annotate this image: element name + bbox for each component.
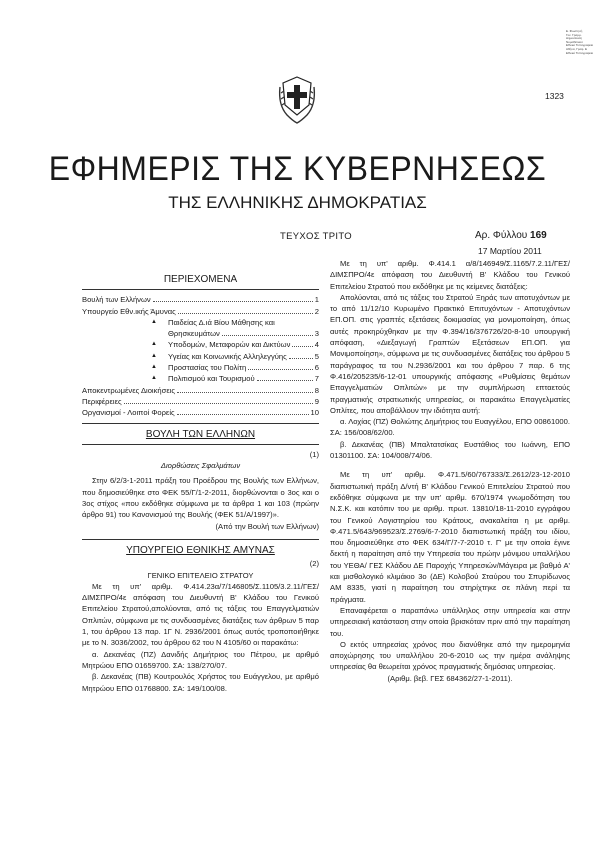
issue-value: 169 (530, 230, 547, 241)
toc-entry-page: 10 (310, 408, 319, 418)
paragraph: Απολύονται, από τις τάξεις του Στρατού Ξηράς των αποτυχόντων με το από 11/12/10 Κυρωμένο Πρακτικό Επιτυχόντων - Αποτυχόντων ΕΠ.ΟΠ. στις γραπτές εξετάσεις δοκιμασίας για μονιμοποίηση, όπως αυτές προκηρύχθηκαν με την Φ.394/16/376726/20-8-10 υπουργική απόφαση, «Διεξαγωγή Γραπτών Εξετάσεων ΕΠ.ΟΠ. για Μονιμοποίηση», σύμφωνα με τις συνδυασμένες διατάξεις του άρθρου 5 παράγραφος τα του Ν.2936/2001 και του άρθρου 7 παρ. 6 της Φ.416/205235/6-12-01 υπουργικής απόφασης «Ρυθμίσεις θεμάτων Επαγγελματιών Οπλιτών» με την συμπλήρωση επταετούς πραγματικής στρατιωτικής υπηρεσίας, οι παρακάτω Επαγγελματίες Οπλίτες, που αποβάλλουν την ιδιότητα αυτή: (330, 292, 570, 415)
list-item: α. Λοχίας (ΠΖ) Θολιώτης Δημήτριος του Ευαγγέλου, ΕΠΟ 00861000. ΣΑ: 156/008/62/00. (330, 417, 570, 438)
toc-entry[interactable] (82, 373, 319, 384)
section-body: Με τη υπ' αριθμ. Φ.414.23α/7/146805/Σ.1105/3.2.11/ΓΕΣ/ΔΙΜΣΠΡΟ/4ε απόφαση του Διευθυντή Β' Κλάδου του Γενικού Επιτελείου Στρατού,απολύονται, από τις τάξεις του Επαγγελματιών Οπλιτών, σύμφωνα με τις συνδυασμένες διατάξεις των άρθρων 5 παρ 1, του άρθρου 13 παρ. 1Γ Ν. 2936/2001 όπως αυτός τροποποιήθηκε με το Ν. 3036/2002, του άρθρου 62 του Ν 4105/60 οι παρακάτω: (82, 581, 319, 648)
toc-entry-label: Υπουργείο Εθν.ικής Άμυνας (82, 306, 176, 316)
section-subtitle: ΓΕΝΙΚΟ ΕΠΙΤΕΛΕΙΟ ΣΤΡΑΤΟΥ (147, 570, 254, 580)
toc-heading: ΠΕΡΙΕΧΟΜΕΝΑ (163, 274, 238, 285)
toc-entry-label: Προστασίας του Πολίτη (168, 363, 247, 373)
corner-line: Δημοσίευση (566, 36, 583, 41)
toc-entry[interactable] (82, 351, 319, 362)
section-number: (1) (309, 449, 319, 459)
list-item: β. Δεκανέας (ΠΒ) Μπαλτατσίκας Ευστάθιος του Ιωάννη, ΕΠΟ 01301100. ΣΑ: 104/008/74/06. (330, 439, 570, 461)
toc-entry-page: 1 (314, 295, 319, 305)
corner-line: Εθνικό Τυπογραφείο (566, 50, 594, 55)
toc-entry-label: Πολιτισμού και Τουρισμού (168, 374, 255, 384)
toc-entry[interactable] (82, 385, 319, 396)
toc-entry[interactable] (82, 328, 319, 339)
list-item: α. Δεκανέας (ΠΖ) Δανιδής Δημήτριος του Πέτρου, με αριθμό Μητρώου ΕΠΟ 01659700. ΣΑ: 138/270/07. (82, 649, 319, 670)
toc-entry-page: 9 (314, 396, 319, 406)
bullet-icon: ▲ (151, 364, 157, 371)
gazette-subtitle: ΤΗΣ ΕΛΛΗΝΙΚΗΣ ΔΗΜΟΚΡΑΤΙΑΣ (168, 193, 427, 212)
toc-entry[interactable] (82, 317, 319, 328)
section-number: (2) (309, 559, 319, 569)
toc-entry-label: Υγείας και Κοινωνικής Αλληλεγγύης (168, 351, 287, 361)
section-subtitle: Διορθώσεις Σφαλμάτων (160, 461, 241, 471)
section-title: ΒΟΥΛΗ ΤΩΝ ΕΛΛΗΝΩΝ (145, 428, 256, 440)
greek-coat-of-arms-icon (277, 75, 317, 127)
corner-line: Ε. Φωστηνή (566, 29, 583, 33)
left-column (82, 271, 319, 694)
toc-entry-label: Υποδομών, Μεταφορών και Δικτύων (168, 340, 291, 350)
reference-note: (Αριθμ. βεβ. ΓΕΣ 684362/27-1-2011). (387, 673, 513, 683)
bullet-icon: ▲ (151, 341, 157, 348)
toc-entry-page: 2 (314, 306, 319, 316)
series-label: ΤΕΥΧΟΣ ΤΡΙΤΟ (280, 231, 352, 242)
toc-entry-label: Αποκεντρωμένες Διοικήσεις (82, 385, 176, 395)
section-signature: (Από την Βουλή των Ελλήνων) (215, 521, 319, 531)
section-body: Στην 6/2/3-1-2011 πράξη του Προέδρου της Βουλής των Ελλήνων, που δημοσιεύθηκε στο ΦΕΚ 55/Γ/1-2-2011, διορθώνονται ο 3ος και ο 3ος στίχος «που εκδόθηκε σύμφωνα με τα άρθρα 1 και 103 (πρώην άρθρο 91) του Κανονισμού της Βουλής (ΦΕΚ 51/Α/1997)». (82, 476, 319, 520)
corner-line: Αθήνα, Γραφ. Ε (566, 46, 587, 51)
paragraph: Με τη υπ' αριθμ. Φ.414.1 α/8/146949/Σ.1165/7.2.11/ΓΕΣ/ΔΙΜΣΠΡΟ/4ε απόφαση του Διευθυντή Β' Κλάδου του Γενικού Επιτελείου Στρατού που εκδόθηκε με τις κείμενες διατάξεις: (330, 259, 570, 291)
toc-entry-page: 8 (314, 385, 319, 395)
corner-line: Εθνικό Τυπογραφείο (566, 43, 594, 48)
toc-entry[interactable] (82, 339, 319, 350)
toc-entry[interactable] (82, 396, 319, 407)
toc-entry[interactable] (82, 294, 319, 305)
toc-entry-page: 3 (314, 329, 319, 339)
section-title: ΥΠΟΥΡΓΕΙΟ ΕΘΝΙΚΗΣ ΑΜΥΝΑΣ (126, 544, 275, 556)
issue-date: 17 Μαρτίου 2011 (478, 246, 542, 256)
corner-line: Νομοθετικού (566, 39, 583, 44)
divider (82, 444, 319, 445)
issue-label: Αρ. Φύλλου (475, 230, 528, 241)
paragraph: Με τη υπ' αριθμ. Φ.471.5/60/767333/Σ.2612/23-12-2010 διαπιστωτική πράξη Δ/ντή Β' Κλάδου Γενικού Επιτελείου Στρατού που εκδόθηκε σύμφωνα με την υπ' αριθμ. 670/1974 γνωμοδότηση του Ν.Σ.Κ. και κατόπιν του με αριθμ. πρωτ. 13810/18-11-2010 εγγράφου του Γενικού Λογιστηρίου του Κράτους, ανακαλείται η με αριθμ. Φ.471.5/643/969523/Σ.2769/6-7-2010 διαπιστωτική πράξη του ιδίου, που δημοσιεύθηκε στο ΦΕΚ 634/Γ/7-7-2010 τ. Γ' με την οποία έγινε δεκτή η παραίτηση από την Υπηρεσία του πρώην μόνιμου υπαλλήλου του ΥΕΘΑ/ ΓΕΣ Κλάδου ΔΕ Παροχής Υπηρεσιών/Μάγειρα με βαθμό Α' και μισθολογικό κλιμάκιο 3ο (ΔΕ) Κολοβού Σταύρου του Σπυρίδωνος ΑΜ 8335, γιατί η παραίτηση του στηρίχτηκε σε πλάνη περί τα πράγματα. (330, 470, 570, 604)
bullet-icon: ▲ (151, 318, 157, 325)
bullet-icon: ▲ (151, 375, 157, 382)
divider (82, 539, 319, 540)
bullet-icon: ▲ (151, 352, 157, 359)
toc-entry-page: 5 (314, 351, 319, 361)
page-number: 1323 (545, 91, 564, 101)
issue-number (475, 230, 547, 241)
toc-entry-page: 6 (314, 363, 319, 373)
gazette-title: ΕΦΗΜΕΡΙΣ ΤΗΣ ΚΥΒΕΡΝΗΣΕΩΣ (48, 148, 547, 188)
toc-entry-label: Οργανισμοί - Λοιποί Φορείς (82, 408, 175, 418)
toc-entry[interactable] (82, 407, 319, 418)
toc-entry-label: Θρησκευμάτων (168, 329, 220, 339)
toc-entry-page: 4 (314, 340, 319, 350)
divider (82, 289, 319, 290)
toc-entry-label: Βουλή των Ελλήνων (82, 295, 151, 305)
list-item: β. Δεκανέας (ΠΒ) Κουτρουλός Χρήστος του Ευάγγελου, με αριθμό Μητρώου ΕΠΟ 01768800. ΣΑ: 149/100/08. (82, 672, 319, 693)
toc-entry[interactable] (82, 306, 319, 317)
toc-entry-page: 7 (314, 374, 319, 384)
corner-line: Γεν. Γραμμ. (566, 32, 582, 37)
divider (82, 423, 319, 424)
toc-entry-label: Περιφέρειες (82, 396, 122, 406)
masthead-corner-note (566, 30, 595, 55)
toc-entry-label: Παιδείας Δ.ιά Βίου Μάθησης και (168, 317, 275, 327)
paragraph: Ο εκτός υπηρεσίας χρόνος που διανύθηκε από την ημερομηνία αποχώρησης του υπαλλήλου 20-6-2010 ως την ημέρα ανάληψης υπηρεσίας θα θεωρείται χρόνος πραγματικής δημόσιας υπηρεσίας. (330, 639, 570, 672)
toc-entry[interactable] (82, 362, 319, 373)
paragraph: Επαναφέρεται ο παραπάνω υπάλληλος στην υπηρεσία και στην υπηρεσιακή κατάσταση στην οποία βρισκόταν πριν από την παραίτηση του. (330, 605, 570, 638)
right-column (330, 258, 570, 684)
